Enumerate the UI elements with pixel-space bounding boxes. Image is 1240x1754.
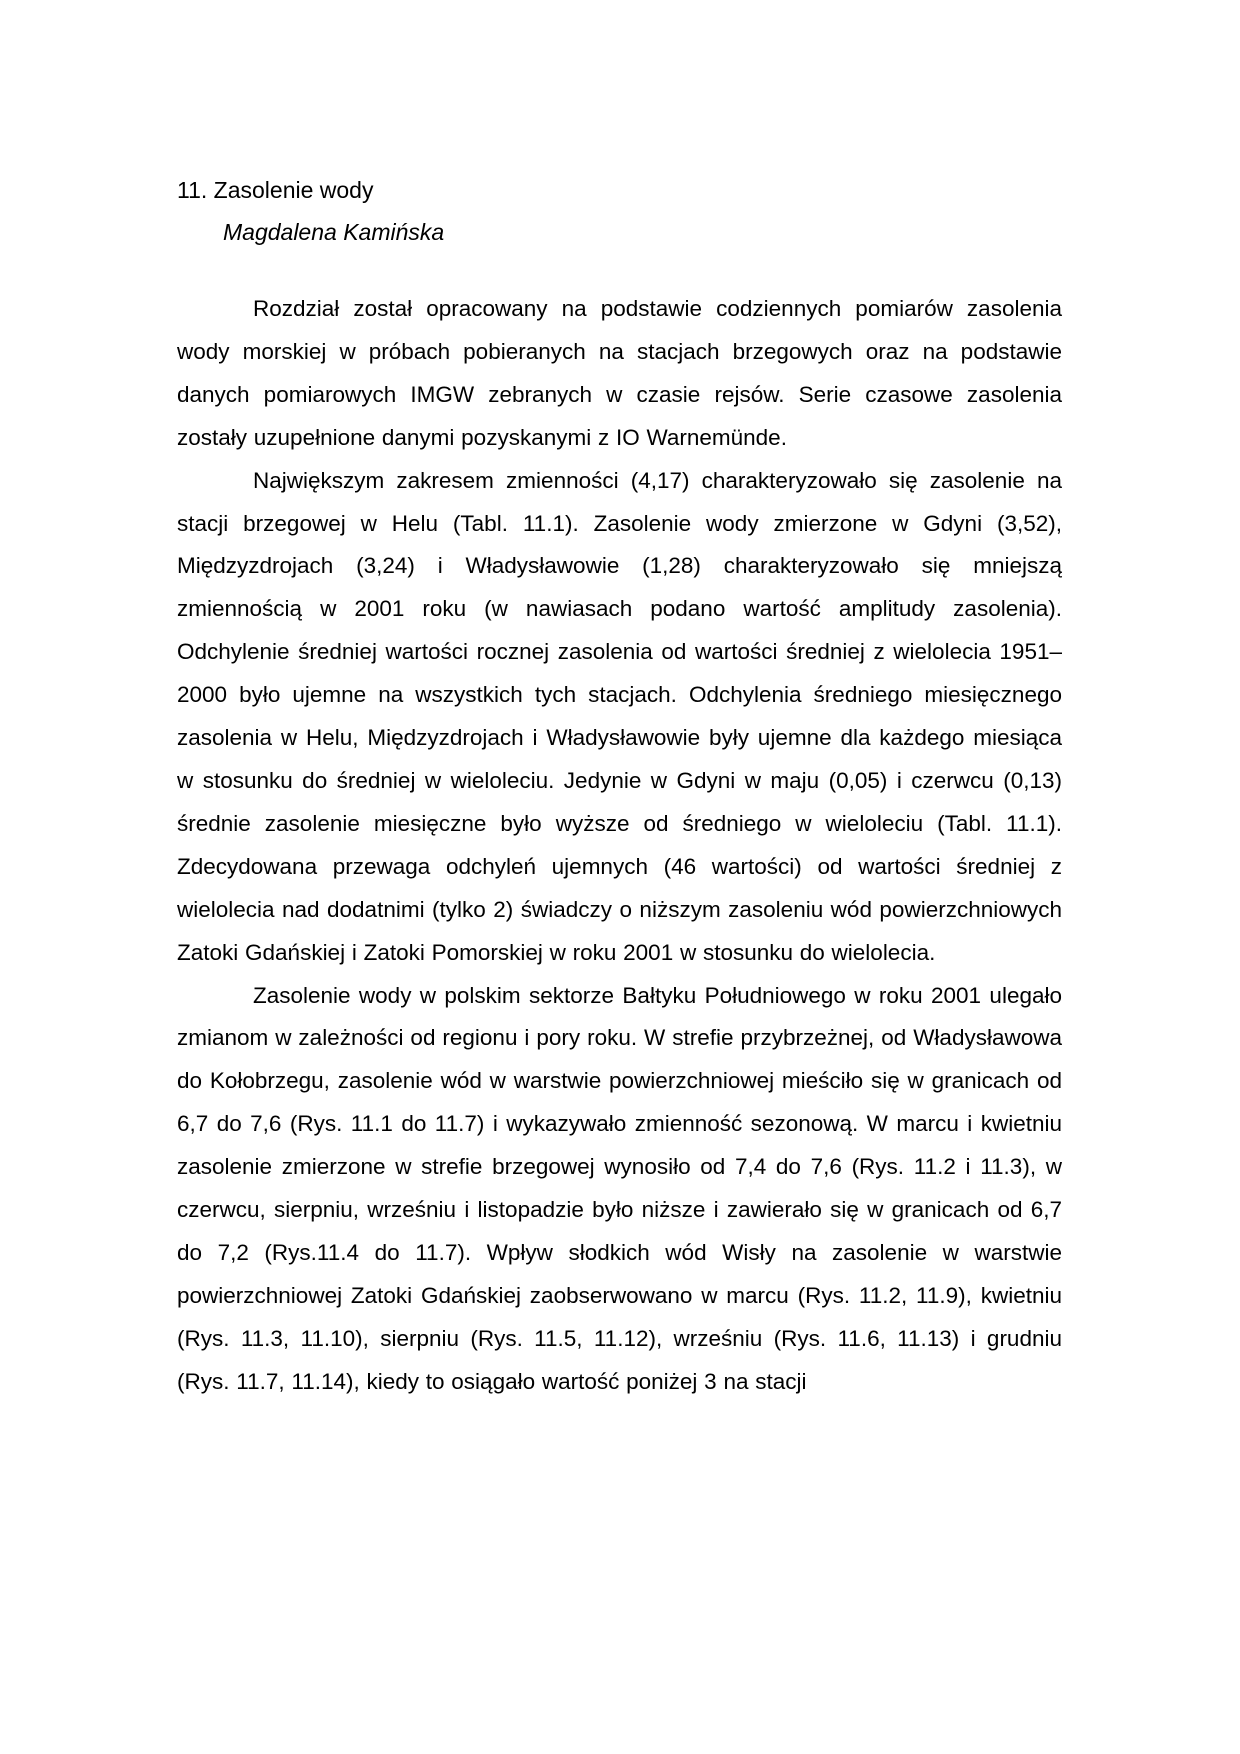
author-name: Magdalena Kamińska bbox=[223, 219, 445, 245]
body-text bbox=[177, 288, 1062, 1404]
page-content bbox=[177, 174, 1062, 1404]
paragraph-3: Zasolenie wody w polskim sektorze Bałtyku Południowego w roku 2001 ulegało zmianom w zależności od regionu i pory roku. W strefie przybrzeżnej, od Władysławowa do Kołobrzegu, zasolenie wód w warstwie powierzchniowej mieściło się w granicach od 6,7 do 7,6 (Rys. 11.1 do 11.7) i wykazywało zmienność sezonową. W marcu i kwietniu zasolenie zmierzone w strefie brzegowej wynosiło od 7,4 do 7,6 (Rys. 11.2 i 11.3), w czerwcu, sierpniu, wrześniu i listopadzie było niższe i zawierało się w granicach od 6,7 do 7,2 (Rys.11.4 do 11.7). Wpływ słodkich wód Wisły na zasolenie w warstwie powierzchniowej Zatoki Gdańskiej zaobserwowano w marcu (Rys. 11.2, 11.9), kwietniu (Rys. 11.3, 11.10), sierpniu (Rys. 11.5, 11.12), wrześniu (Rys. 11.6, 11.13) i grudniu (Rys. 11.7, 11.14), kiedy to osiągało wartość poniżej 3 na stacji bbox=[177, 982, 1062, 1394]
chapter-heading: 11. Zasolenie wody bbox=[177, 177, 374, 203]
paragraph-1: Rozdział został opracowany na podstawie codziennych pomiarów zasolenia wody morskiej w próbach pobieranych na stacjach brzegowych oraz na podstawie danych pomiarowych IMGW zebranych w czasie rejsów. Serie czasowe zasolenia zostały uzupełnione danymi pozyskanymi z IO Warnemünde. bbox=[177, 296, 1062, 450]
paragraph-2: Największym zakresem zmienności (4,17) charakteryzowało się zasolenie na stacji brzegowej w Helu (Tabl. 11.1). Zasolenie wody zmierzone w Gdyni (3,52), Międzyzdrojach (3,24) i Władysławowie (1,28) charakteryzowało się mniejszą zmiennością w 2001 roku (w nawiasach podano wartość amplitudy zasolenia). Odchylenie średniej wartości rocznej zasolenia od wartości średniej z wielolecia 1951–2000 było ujemne na wszystkich tych stacjach. Odchylenia średniego miesięcznego zasolenia w Helu, Międzyzdrojach i Władysławowie były ujemne dla każdego miesiąca w stosunku do średniej w wieloleciu. Jedynie w Gdyni w maju (0,05) i czerwcu (0,13) średnie zasolenie miesięczne było wyższe od średniego w wieloleciu (Tabl. 11.1). Zdecydowana przewaga odchyleń ujemnych (46 wartości) od wartości średniej z wielolecia nad dodatnimi (tylko 2) świadczy o niższym zasoleniu wód powierzchniowych Zatoki Gdańskiej i Zatoki Pomorskiej w roku 2001 w stosunku do wielolecia. bbox=[177, 467, 1062, 965]
